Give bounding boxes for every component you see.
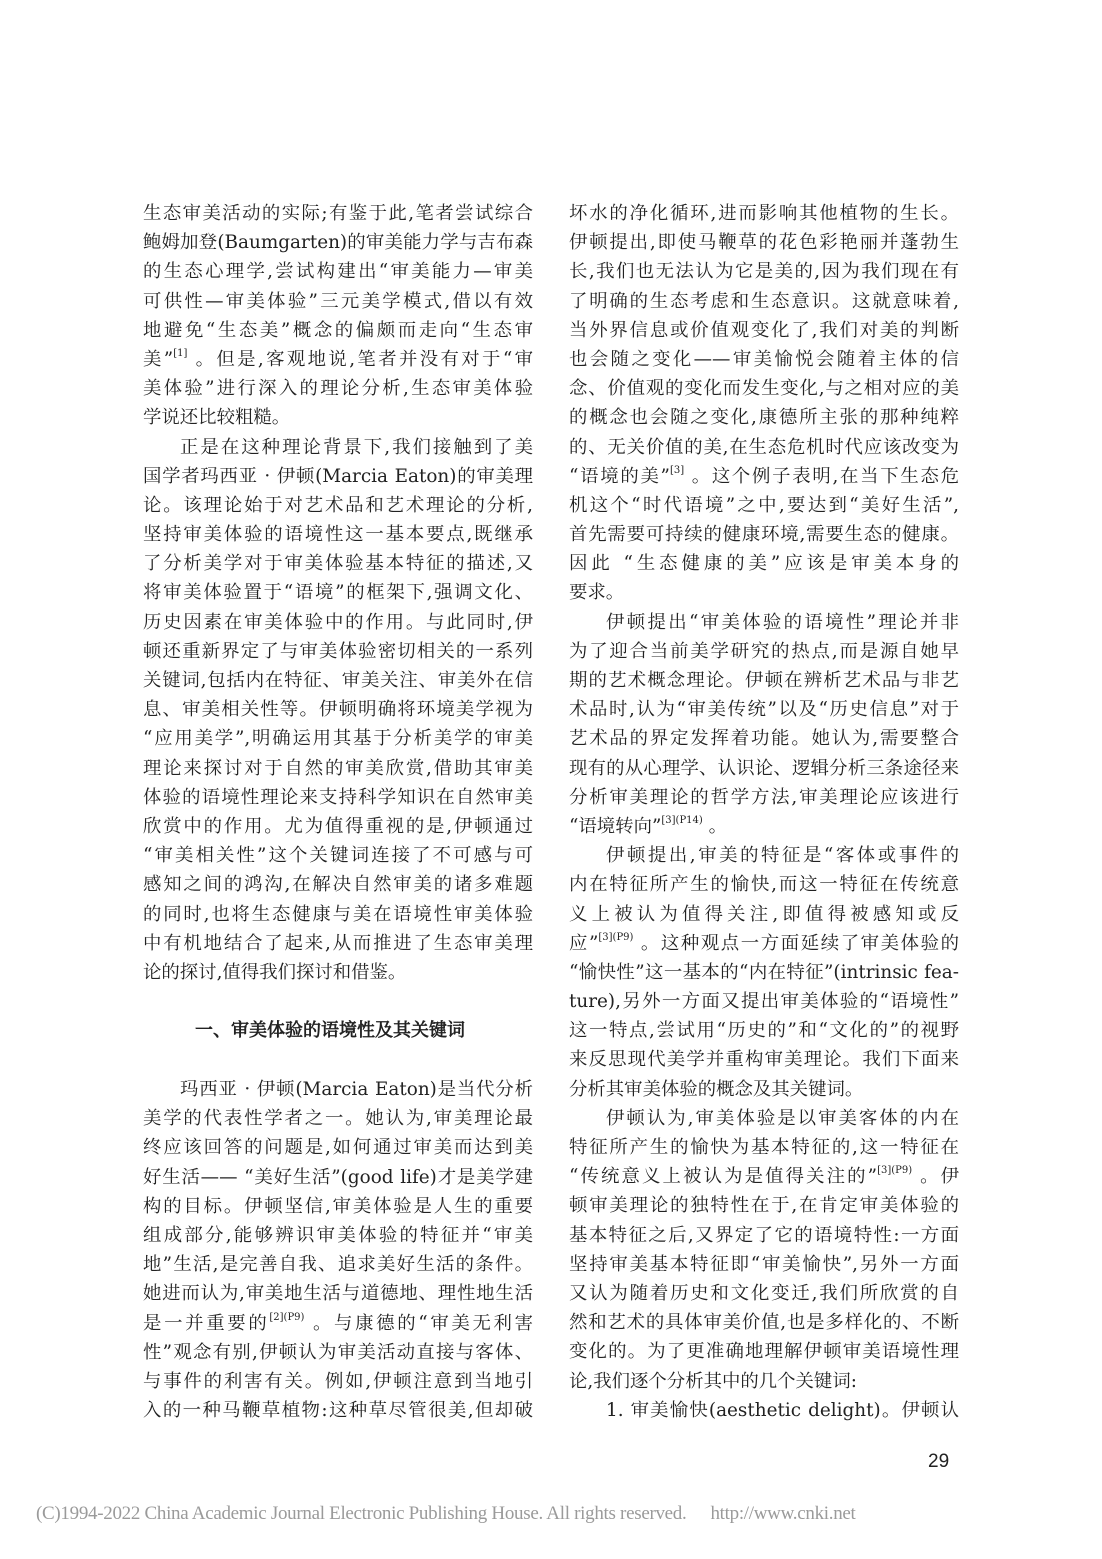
line-text: 机这个“时代语境”之中,要达到“美好生活”, [569, 494, 959, 516]
text-line [569, 637, 959, 666]
text-line [143, 1133, 533, 1162]
text-line [143, 228, 533, 257]
line-text: “愉快性”这一基本的“内在特征”(intrinsic fea- [569, 961, 959, 983]
line-text: “审美相关性”这个关键词连接了不可感与可 [143, 845, 533, 867]
text-line [143, 870, 533, 899]
line-text: 基本特征之后,又界定了它的语境特性:一方面 [569, 1224, 959, 1246]
line-text: 的生态心理学,尝试构建出“审美能力—审美 [143, 261, 533, 283]
line-text: 欣赏中的作用。尤为值得重视的是,伊顿通过 [143, 815, 533, 837]
text-line [569, 1337, 959, 1366]
text-line [569, 549, 959, 578]
line-text: 内在特征所产生的愉快,而这一特征在传统意 [569, 874, 959, 896]
line-text: 特征所产生的愉快为基本特征的,这一特征在 [569, 1137, 959, 1158]
line-text: 变化的。为了更准确地理解伊顿审美语境性理 [569, 1341, 959, 1363]
text-line [143, 1250, 533, 1279]
text-line [569, 403, 959, 432]
line-text: 要求。 [569, 582, 625, 604]
text-line [143, 316, 533, 345]
text-line [569, 462, 959, 491]
text-line [569, 316, 959, 345]
line-text-continued: 。这个例子表明,在当下生态危 [684, 465, 959, 487]
line-text: 息、审美相关性等。伊顿明确将环境美学视为 [143, 699, 533, 721]
line-text: 这一特点,尝试用“历史的”和“文化的”的视野 [569, 1020, 959, 1042]
line-text: 生态审美活动的实际;有鉴于此,笔者尝试综合 [143, 203, 533, 224]
text-line [569, 257, 959, 286]
line-text: “应用美学”,明确运用其基于分析美学的审美 [143, 728, 533, 750]
copyright-text: (C)1994-2022 China Academic Journal Electronic Publishing House. All rights reserved. [36, 1503, 687, 1524]
line-text: 组成部分,能够辨识审美体验的特征并“审美 [143, 1225, 533, 1246]
line-text: 为了迎合当前美学研究的热点,而是源自她早 [569, 640, 959, 662]
text-line [143, 812, 533, 841]
line-text: 美学的代表性学者之一。她认为,审美理论最 [143, 1108, 533, 1130]
copyright-footer [36, 1503, 856, 1525]
line-text: 好生活—— “美好生活”(good life)才是美学建 [143, 1166, 533, 1188]
text-line [143, 783, 533, 812]
text-line [143, 841, 533, 870]
line-text: “语境转向” [569, 815, 662, 837]
line-text-continued: 。这种观点一方面延续了审美体验的 [633, 932, 959, 954]
text-line [569, 1308, 959, 1337]
text-line [569, 374, 959, 403]
text-line [143, 199, 533, 228]
text-line [569, 608, 959, 637]
line-text: 性”观念有别,伊顿认为审美活动直接与客体、 [143, 1341, 533, 1363]
text-line [569, 433, 959, 462]
line-text: 玛西亚 · 伊顿(Marcia Eaton)是当代分析 [180, 1079, 533, 1101]
citation-superscript: [3](P14) [661, 814, 703, 826]
text-line [143, 1309, 533, 1338]
text-line [143, 754, 533, 783]
text-line [143, 287, 533, 316]
line-text: ture),另外一方面又提出审美体验的“语境性” [569, 991, 959, 1013]
line-text: 念、价值观的变化而发生变化,与之相对应的美 [569, 378, 959, 400]
text-line [569, 1191, 959, 1220]
line-text-continued: 。伊 [912, 1166, 959, 1188]
line-text: 正是在这种理论背景下,我们接触到了美 [180, 436, 533, 458]
text-line [569, 754, 959, 783]
line-text: 美体验”进行深入的理论分析,生态审美体验 [143, 378, 533, 400]
text-line [569, 783, 959, 812]
text-line [569, 1162, 959, 1191]
text-line [143, 900, 533, 929]
line-text: 论。该理论始于对艺术品和艺术理论的分析, [143, 494, 533, 516]
line-text: 可供性—审美体验”三元美学模式,借以有效 [143, 290, 533, 312]
line-text: 因此 “生态健康的美”应该是审美本身的 [569, 553, 959, 575]
text-line [143, 608, 533, 637]
line-text: 现有的从心理学、认识论、逻辑分析三条途径来 [569, 757, 959, 779]
text-line [143, 1104, 533, 1133]
left-column [143, 199, 533, 1425]
line-text: 美” [143, 348, 174, 370]
right-column-body [569, 199, 959, 1425]
line-text: 坏水的净化循环,进而影响其他植物的生长。 [569, 203, 959, 224]
line-text: 学说还比较粗糙。 [143, 407, 291, 429]
text-line [143, 1396, 533, 1425]
line-text: 应” [569, 932, 599, 954]
line-text: 感知之间的鸿沟,在解决自然审美的诸多难题 [143, 874, 533, 896]
line-text: 鲍姆加登(Baumgarten)的审美能力学与吉布森 [143, 232, 533, 254]
line-text: 历史因素在审美体验中的作用。与此同时,伊 [143, 611, 533, 633]
text-line [143, 929, 533, 958]
text-line [143, 520, 533, 549]
line-text: 顿还重新界定了与审美体验密切相关的一系列 [143, 640, 533, 662]
line-text: 义上被认为值得关注,即值得被感知或反 [569, 903, 959, 925]
line-text: “语境的美” [569, 465, 670, 487]
text-line [569, 1221, 959, 1250]
text-line [569, 929, 959, 958]
text-line [143, 462, 533, 491]
text-line [569, 1104, 959, 1133]
text-line [569, 491, 959, 520]
line-text: 论,我们逐个分析其中的几个关键词: [569, 1370, 857, 1392]
line-text: 与事件的利害有关。例如,伊顿注意到当地引 [143, 1370, 533, 1392]
line-text: 来反思现代美学并重构审美理论。我们下面来 [569, 1049, 959, 1071]
citation-superscript: [2](P9) [269, 1311, 305, 1323]
text-line [569, 228, 959, 257]
left-column-body [143, 199, 533, 987]
text-line [143, 257, 533, 286]
citation-superscript: [3](P9) [877, 1165, 913, 1177]
text-line [143, 1075, 533, 1104]
text-line [143, 433, 533, 462]
text-line [143, 695, 533, 724]
text-line [569, 287, 959, 316]
line-text: 的、无关价值的美,在生态危机时代应该改变为 [569, 436, 959, 458]
text-line [569, 987, 959, 1016]
text-line [143, 1279, 533, 1308]
text-line [569, 1016, 959, 1045]
line-text-continued: 。 [702, 815, 728, 837]
line-text: 伊顿提出,即使马鞭草的花色彩艳丽并蓬勃生 [569, 232, 959, 254]
line-text: 分析其审美体验的概念及其关键词。 [569, 1078, 864, 1100]
text-line [143, 491, 533, 520]
line-text: 论的探讨,值得我们探讨和借鉴。 [143, 961, 407, 983]
line-text: 伊顿提出,审美的特征是“客体或事件的 [606, 845, 959, 867]
text-line [569, 900, 959, 929]
line-text: 当外界信息或价值观变化了,我们对美的判断 [569, 319, 959, 341]
text-line [569, 666, 959, 695]
line-text: 体验的语境性理论来支持科学知识在自然审美 [143, 786, 533, 808]
text-line [569, 1250, 959, 1279]
text-line [569, 199, 959, 228]
line-text: 了明确的生态考虑和生态意识。这就意味着, [569, 290, 959, 312]
text-line [569, 841, 959, 870]
line-text: 期的艺术概念理论。伊顿在辨析艺术品与非艺 [569, 670, 959, 691]
line-text: 的同时,也将生态健康与美在语境性审美体验 [143, 903, 533, 925]
line-text: 她进而认为,审美地生活与道德地、理性地生活 [143, 1283, 533, 1305]
line-text: 理论来探讨对于自然的审美欣赏,借助其审美 [143, 757, 533, 779]
line-text: 1. 审美愉快(aesthetic delight)。伊顿认 [606, 1399, 959, 1421]
text-line [143, 578, 533, 607]
text-line [569, 695, 959, 724]
text-line [569, 578, 959, 607]
page-number: 29 [928, 1451, 950, 1472]
line-text: 地避免“生态美”概念的偏颇而走向“生态审 [143, 319, 533, 341]
line-text: 首先需要可持续的健康环境,需要生态的健康。 [569, 524, 959, 546]
text-line [143, 1163, 533, 1192]
line-text: 构的目标。伊顿坚信,审美体验是人生的重要 [143, 1195, 533, 1217]
text-line [569, 1133, 959, 1162]
footer-url[interactable]: http://www.cnki.net [710, 1503, 856, 1524]
line-text-continued: 。与康德的“审美无利害 [304, 1312, 533, 1334]
text-line [143, 1338, 533, 1367]
section-heading: 一、审美体验的语境性及其关键词 [195, 1020, 465, 1042]
text-line [569, 1045, 959, 1074]
left-column-body-after-heading [143, 1075, 533, 1425]
text-line [143, 1192, 533, 1221]
text-line [569, 1396, 959, 1425]
line-text: 终应该回答的问题是,如何通过审美而达到美 [143, 1137, 533, 1159]
line-text: 坚持审美基本特征即“审美愉快”,另外一方面 [569, 1253, 959, 1275]
line-text: 艺术品的界定发挥着功能。她认为,需要整合 [569, 728, 959, 750]
text-line [569, 1367, 959, 1396]
text-line [143, 549, 533, 578]
line-text: 顿审美理论的独特性在于,在肯定审美体验的 [569, 1195, 959, 1217]
right-column [569, 199, 959, 1425]
text-line [143, 958, 533, 987]
text-line [143, 637, 533, 666]
citation-superscript: [3](P9) [598, 931, 634, 943]
text-line [143, 724, 533, 753]
text-line [143, 1221, 533, 1250]
line-text: 入的一种马鞭草植物:这种草尽管很美,但却破 [143, 1400, 533, 1422]
text-line [569, 345, 959, 374]
text-line [569, 812, 959, 841]
line-text: 是一并重要的 [143, 1312, 270, 1334]
line-text: 的概念也会随之变化,康德所主张的那种纯粹 [569, 407, 959, 429]
text-line [569, 520, 959, 549]
line-text: 了分析美学对于审美体验基本特征的描述,又 [143, 553, 533, 575]
text-line [569, 870, 959, 899]
line-text: 也会随之变化——审美愉悦会随着主体的信 [569, 348, 959, 370]
text-line [143, 374, 533, 403]
line-text: 长,我们也无法认为它是美的,因为我们现在有 [569, 261, 959, 283]
line-text: 关键词,包括内在特征、审美关注、审美外在信 [143, 670, 533, 691]
line-text: 术品时,认为“审美传统”以及“历史信息”对于 [569, 699, 959, 721]
line-text: 伊顿认为,审美体验是以审美客体的内在 [606, 1107, 959, 1129]
line-text: 又认为随着历史和文化变迁,我们所欣赏的自 [569, 1282, 959, 1304]
line-text: 分析审美理论的哲学方法,审美理论应该进行 [569, 786, 959, 808]
line-text: 伊顿提出“审美体验的语境性”理论并非 [606, 611, 959, 633]
text-line [143, 1367, 533, 1396]
line-text: 将审美体验置于“语境”的框架下,强调文化、 [143, 582, 533, 604]
line-text: 中有机地结合了起来,从而推进了生态审美理 [143, 932, 533, 954]
line-text: 坚持审美体验的语境性这一基本要点,既继承 [143, 524, 533, 546]
text-line [569, 724, 959, 753]
citation-superscript: [1] [173, 347, 188, 359]
line-text-continued: 。但是,客观地说,笔者并没有对于“审 [187, 348, 533, 370]
text-line [143, 403, 533, 432]
text-line [569, 958, 959, 987]
line-text: “传统意义上被认为是值得关注的” [569, 1166, 878, 1188]
line-text: 地”生活,是完善自我、追求美好生活的条件。 [143, 1254, 533, 1276]
text-line [143, 345, 533, 374]
text-line [569, 1075, 959, 1104]
citation-superscript: [3] [669, 464, 685, 476]
text-line [143, 666, 533, 695]
line-text: 国学者玛西亚 · 伊顿(Marcia Eaton)的审美理 [143, 465, 533, 487]
text-line [569, 1279, 959, 1308]
line-text: 然和艺术的具体审美价值,也是多样化的、不断 [569, 1312, 959, 1334]
